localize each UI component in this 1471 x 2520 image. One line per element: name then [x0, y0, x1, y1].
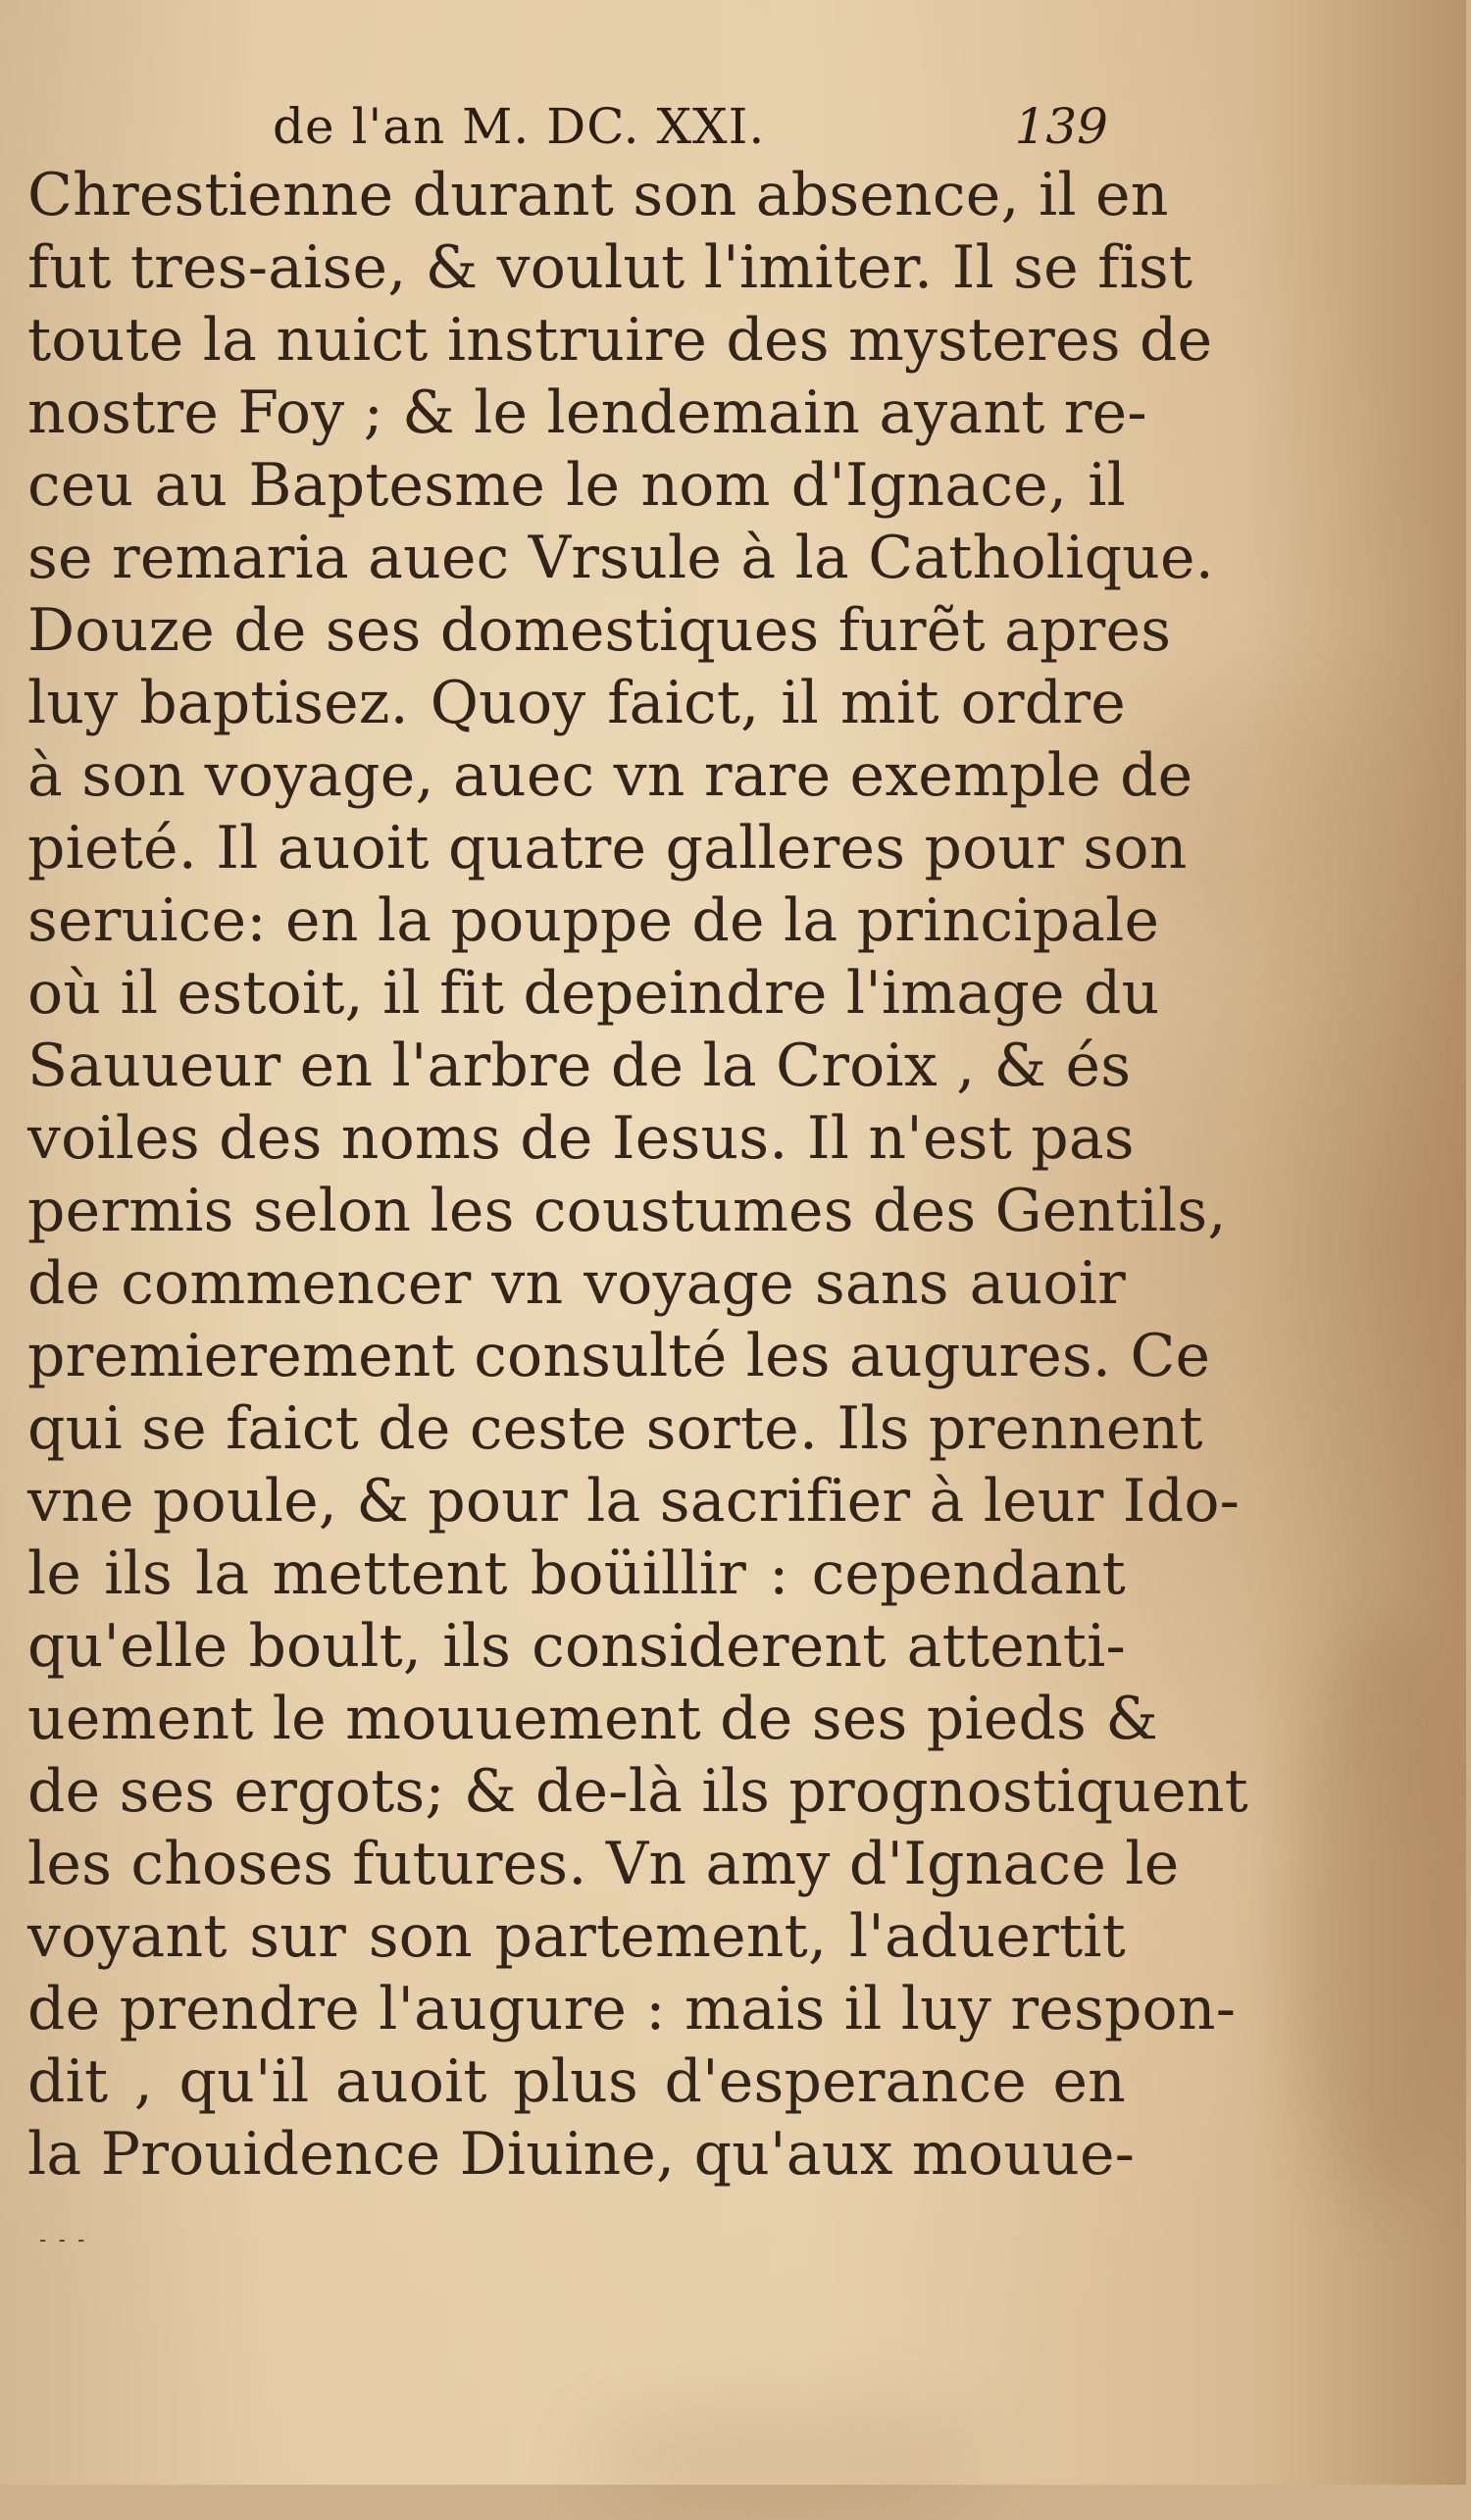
text-line: se remaria auec Vrsule à la Catholique.: [27, 524, 1214, 592]
text-line: uement le mouuement de ses pieds &: [27, 1685, 1158, 1753]
text-line: dit , qu'il auoit plus d'esperance en: [27, 2047, 1126, 2116]
text-line: qui se faict de ceste sorte. Ils prennent: [27, 1394, 1203, 1463]
text-line: Sauueur en l'arbre de la Croix , & és: [27, 1032, 1132, 1100]
text-line: de prendre l'augure : mais il luy respon-: [27, 1975, 1237, 2043]
text-line: pieté. Il auoit quatre galleres pour son: [27, 814, 1188, 882]
text-line: Douze de ses domestiques furẽt apres: [27, 596, 1172, 665]
footer-marks: - - -: [39, 2228, 88, 2251]
running-title: de l'an M. DC. XXI.: [273, 98, 766, 155]
text-line: qu'elle boult, ils considerent attenti-: [27, 1612, 1126, 1681]
paper-stain: [1294, 1618, 1471, 2206]
page-header: [265, 90, 1108, 169]
text-line: fut tres-aise, & voulut l'imiter. Il se fist: [27, 233, 1193, 302]
text-line: où il estoit, il fit depeindre l'image du: [27, 959, 1160, 1028]
text-line: de ses ergots; & de-là ils prognostiquent: [27, 1757, 1248, 1826]
text-line: voiles des noms de Iesus. Il n'est pas: [27, 1104, 1135, 1173]
text-line: nostre Foy ; & le lendemain ayant re-: [27, 378, 1147, 447]
text-line: de commencer vn voyage sans auoir: [27, 1249, 1126, 1318]
text-line: à son voyage, auec vn rare exemple de: [27, 741, 1193, 810]
text-line: ceu au Baptesme le nom d'Ignace, il: [27, 451, 1126, 520]
page-number: 139: [1014, 98, 1108, 155]
text-line: les choses futures. Vn amy d'Ignace le: [27, 1830, 1180, 1898]
text-line: toute la nuict instruire des mysteres de: [27, 306, 1213, 375]
text-line: premierement consulté les augures. Ce: [27, 1322, 1211, 1390]
text-line: permis selon les coustumes des Gentils,: [27, 1177, 1227, 1245]
paper-stain: [588, 2402, 981, 2520]
text-line: seruice: en la pouppe de la principale: [27, 886, 1160, 955]
text-line: Chrestienne durant son absence, il en: [27, 161, 1169, 229]
text-line: le ils la mettent boüillir : cependant: [27, 1539, 1126, 1608]
body-text: [27, 159, 1248, 2191]
text-line: la Prouidence Diuine, qu'aux mouue-: [27, 2120, 1136, 2189]
text-line: vne poule, & pour la sacrifier à leur Ido-: [27, 1467, 1241, 1536]
text-line: voyant sur son partement, l'aduertit: [27, 1902, 1126, 1971]
text-line: luy baptisez. Quoy faict, il mit ordre: [27, 669, 1126, 737]
